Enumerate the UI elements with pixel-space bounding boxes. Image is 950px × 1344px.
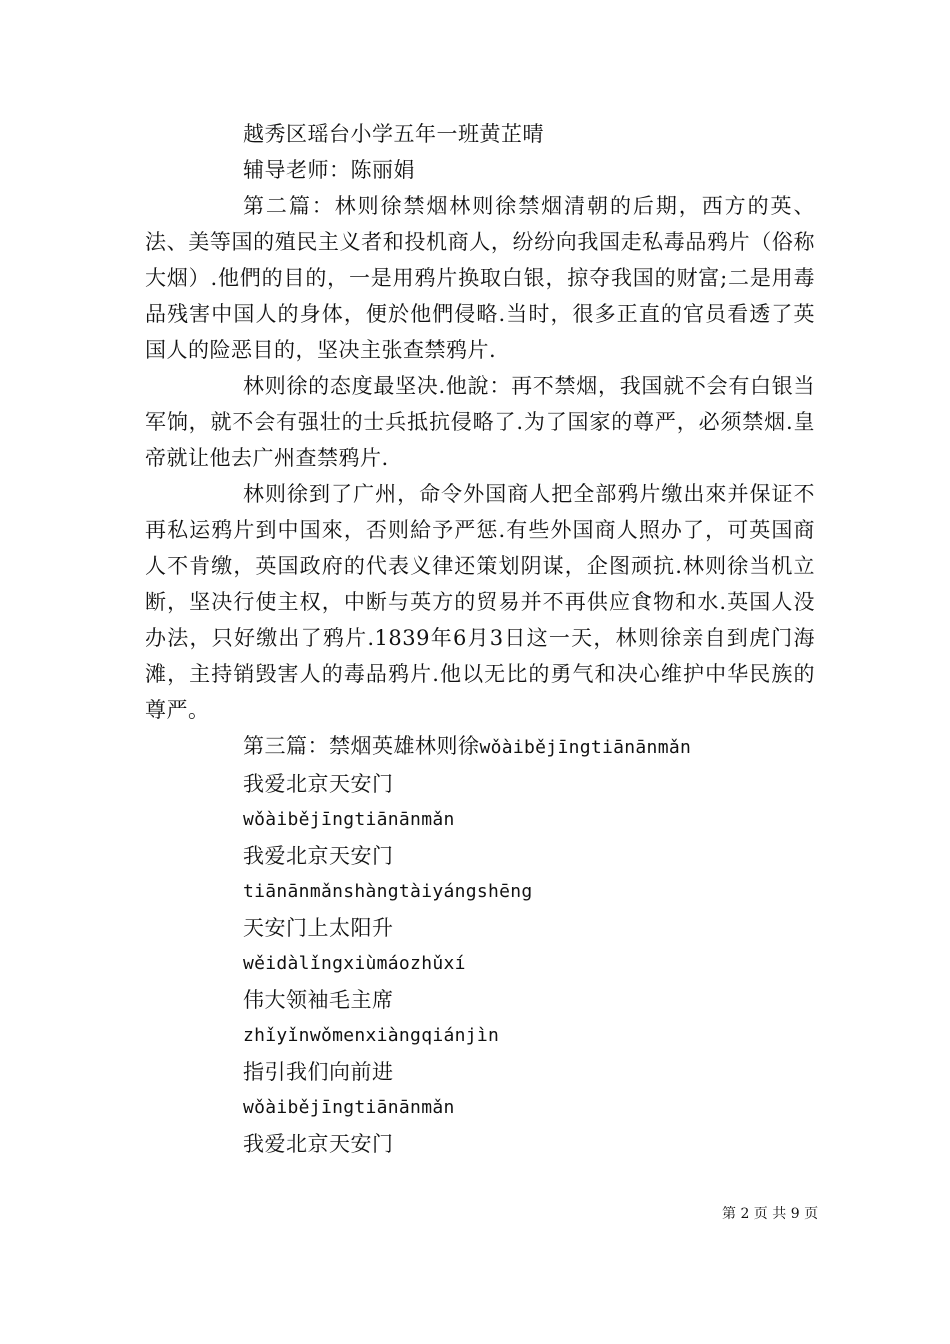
hanzi-line-0: 我爱北京天安门 <box>243 772 394 796</box>
third-article-title-line <box>145 728 815 766</box>
third-article-title: 第三篇：禁烟英雄林则徐 <box>243 734 480 758</box>
pinyin-line-5: wǒàibějīngtiānānmǎn <box>243 1097 455 1118</box>
author-line: 越秀区瑶台小学五年一班黄芷晴 <box>243 122 544 146</box>
document-body <box>145 116 815 1162</box>
pinyin-line-4: zhǐyǐnwǒmenxiàngqiánjìn <box>243 1025 500 1046</box>
hanzi-line-3: 伟大领袖毛主席 <box>243 988 394 1012</box>
hanzi-line-5: 我爱北京天安门 <box>243 1132 394 1156</box>
paragraph-lin-zexu-guangzhou: 林则徐到了广州，命令外国商人把全部鸦片缴出來并保证不再私运鸦片到中国來，否则給予严惩.有些外国商人照办了，可英国商人不肯缴，英国政府的代表义律还策划阴谋，企图顽抗.林则徐当机立断，坚决行使主权，中断与英方的贸易并不再供应食物和水.英国人没办法，只好缴出了鸦片.1839年6月3日这一天，林则徐亲自到虎门海滩，主持销毁害人的毒品鸦片.他以无比的勇气和决心维护中华民族的尊严。 <box>145 482 815 722</box>
pinyin-line-1: wǒàibějīngtiānānmǎn <box>243 809 455 830</box>
third-article-title-pinyin: wǒàibějīngtiānānmǎn <box>479 737 692 758</box>
hanzi-line-4: 指引我们向前进 <box>243 1060 394 1084</box>
hanzi-line-2: 天安门上太阳升 <box>243 916 394 940</box>
page-number-footer: 第 2 页 共 9 页 <box>722 1206 819 1222</box>
paragraph-lin-zexu-attitude: 林则徐的态度最坚决.他說：再不禁烟，我国就不会有白银当军饷，就不会有强壮的士兵抵抗侵略了.为了国家的尊严，必须禁烟.皇帝就让他去广州查禁鸦片. <box>145 374 815 470</box>
pinyin-line-3: wěidàlǐngxiùmáozhǔxí <box>243 953 466 974</box>
pinyin-line-2: tiānānmǎnshàngtàiyángshēng <box>243 881 533 902</box>
teacher-line: 辅导老师：陈丽娟 <box>243 158 415 182</box>
hanzi-line-1: 我爱北京天安门 <box>243 844 394 868</box>
paragraph-lin-zexu-intro: 第二篇：林则徐禁烟林则徐禁烟清朝的后期，西方的英、法、美等国的殖民主义者和投机商人，纷纷向我国走私毒品鸦片（俗称大烟）.他們的目的，一是用鸦片换取白银，掠夺我国的财富;二是用毒品残害中国人的身体，便於他們侵略.当时，很多正直的官员看透了英国人的险恶目的，坚决主张查禁鸦片. <box>145 194 815 362</box>
